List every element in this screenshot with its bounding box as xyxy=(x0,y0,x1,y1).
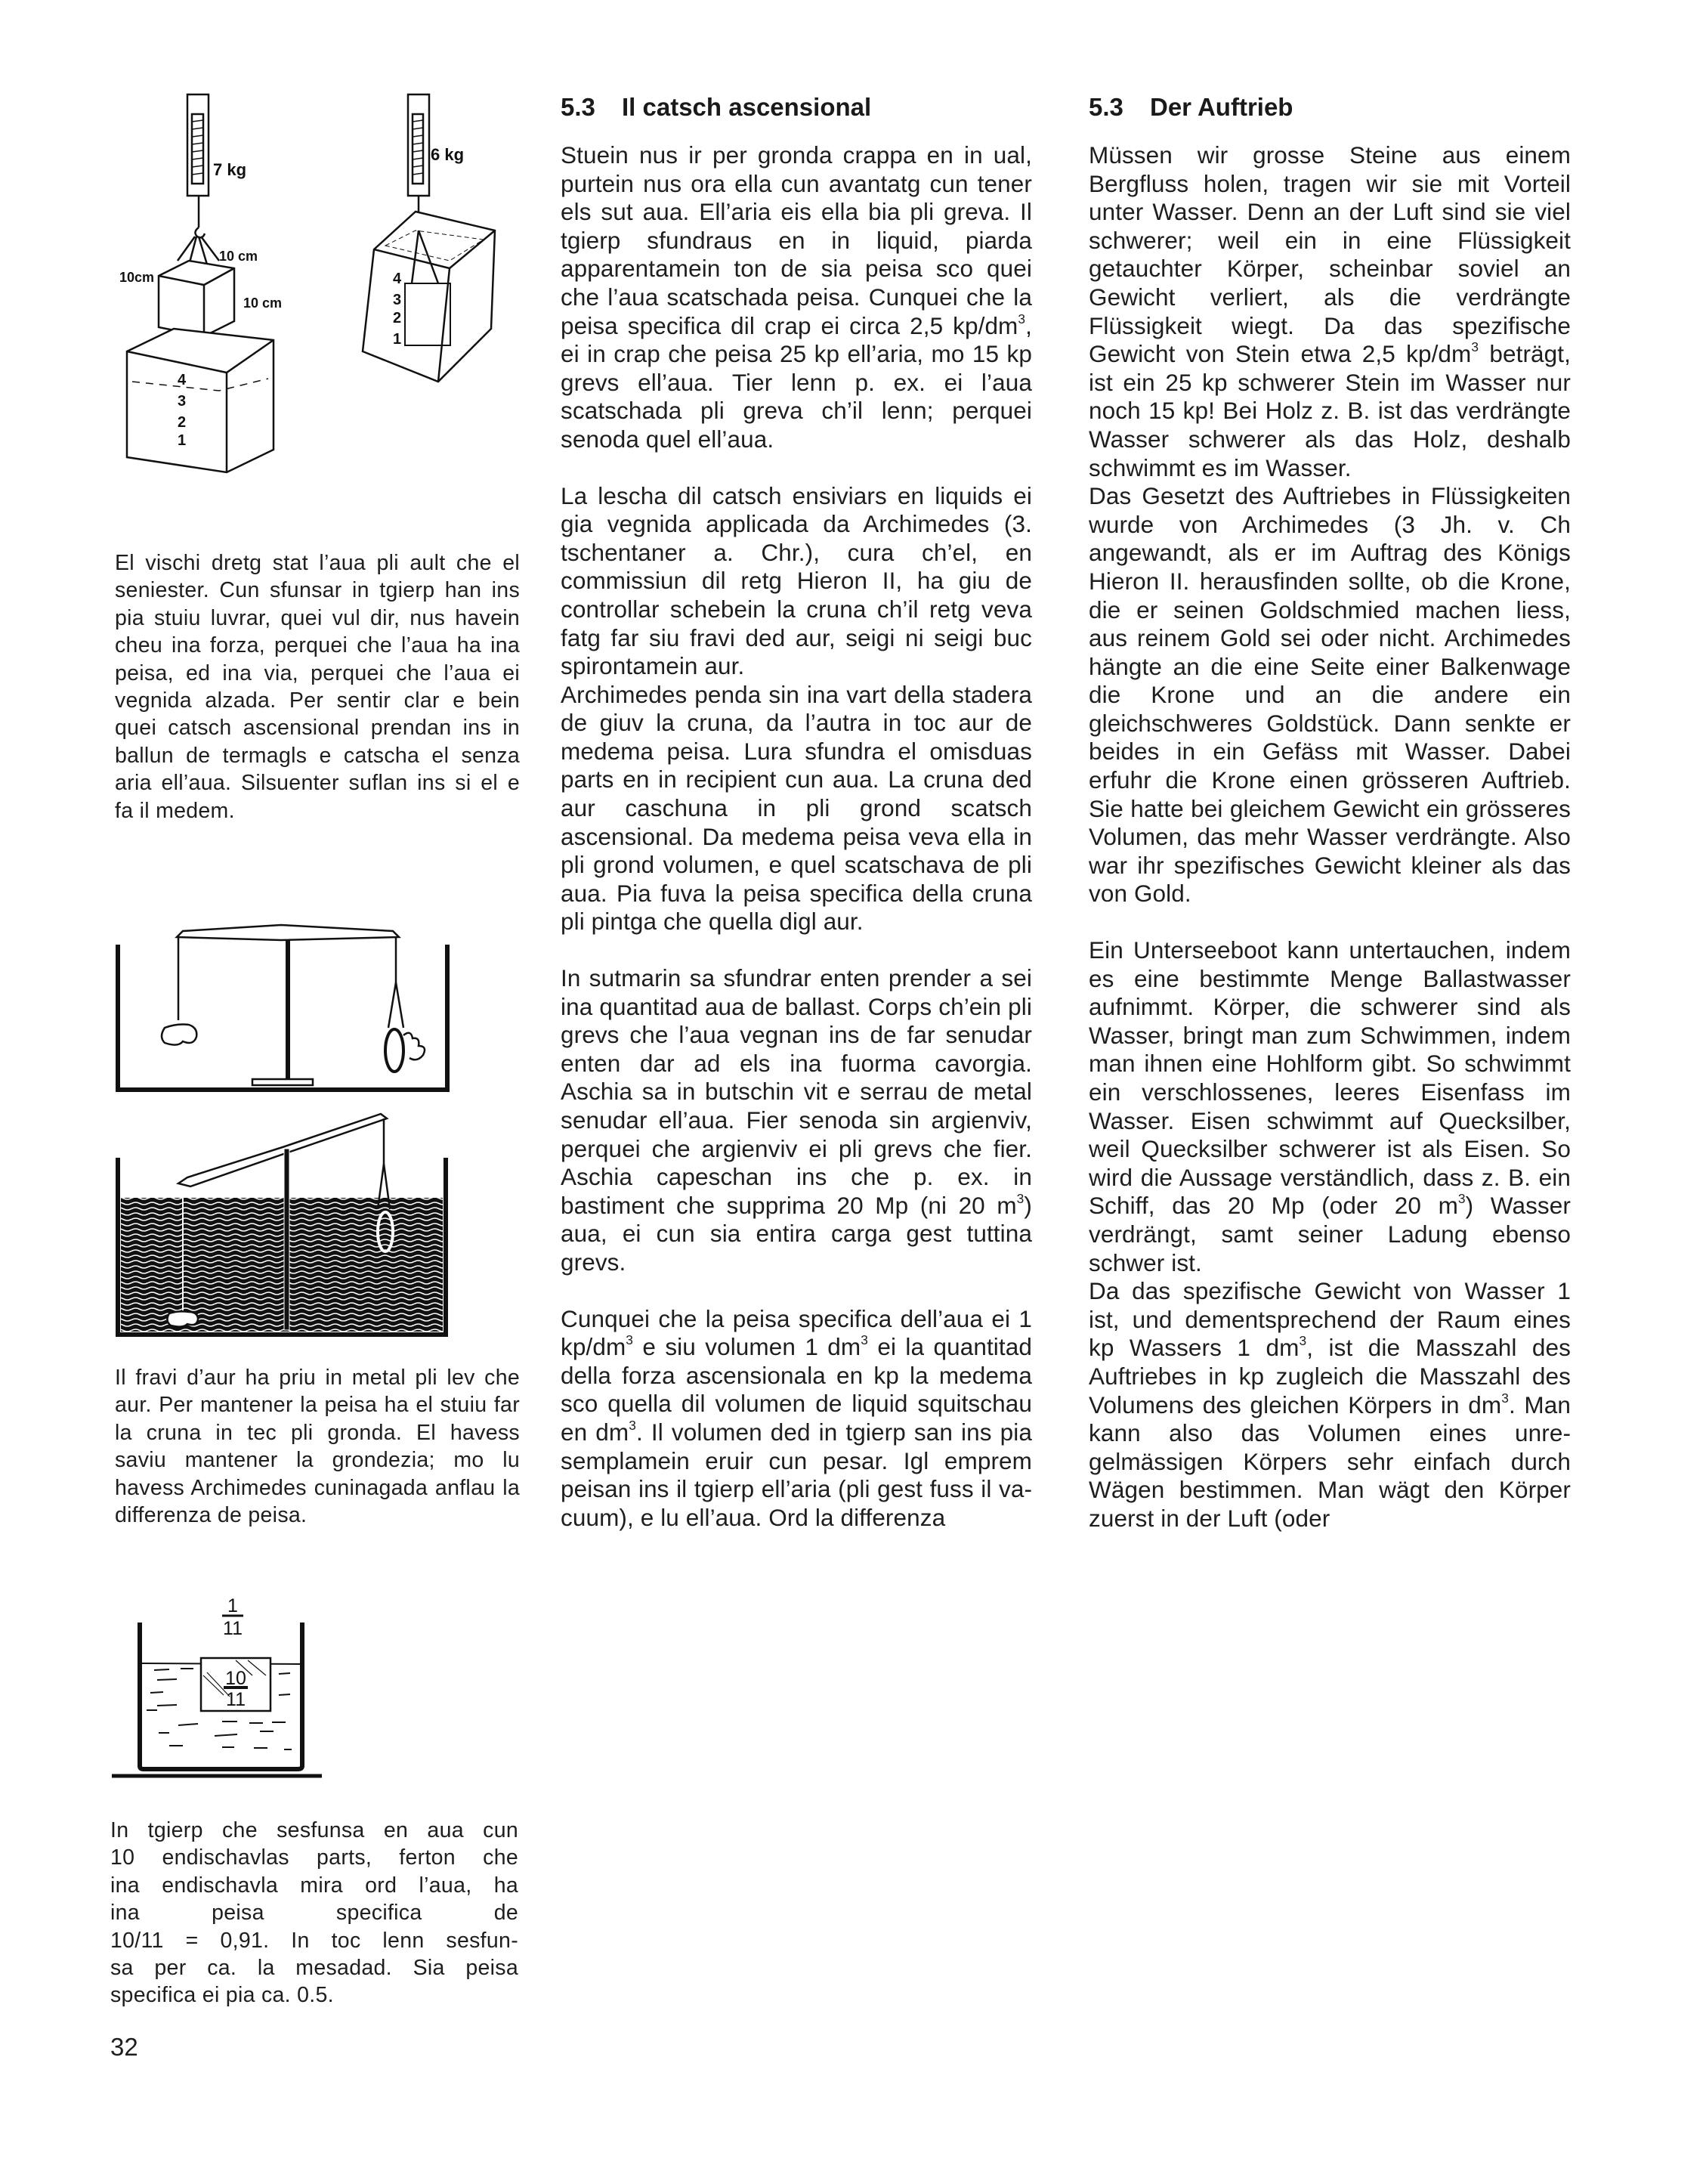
paragraph-submarine: Ein Unterseeboot kann untertauchen, indem es eine bestimmte Menge Ballastwasser aufnimmt. Körper, die schwerer sind als Wasser, bringt man zum Schwimmen, indem man ihnen eine Hohlform gibt. So schwimmt ein verschlossenes, leeres Eisenfass im Wasser. Eisen schwimmt auf Quecksilber, weil Quecksilber schwerer ist als Eisen. So wird die Aussage verständlich, dass z. B. ein Schiff, das 20 Mp (oder 20 $m^3$) Wasser verdrängt, samt seiner Ladung ebenso schwer ist. xyxy=(1089,936,1571,1276)
left-column-caption-2-block xyxy=(115,1364,520,1529)
left-column-caption-1-block xyxy=(115,549,520,824)
left-scale-reading: 7 kg xyxy=(213,160,247,179)
dimension-label-top: 10 cm xyxy=(219,249,258,264)
fraction-above-denominator: 11 xyxy=(223,1618,243,1639)
right-tank-mark-2: 2 xyxy=(393,310,402,326)
block-fraction-denominator: 11 xyxy=(226,1689,246,1710)
section-heading-romansh xyxy=(561,92,1032,122)
paragraph-crown-experiment: Archimedes penda sin ina vart della stadera de giuv la cruna, da l’autra in toc aur de medema peisa. Lura sfundra el omisduas parts en in recipient cun aua. La cruna ded aur caschuna in pli grond scatsch ascensional. Da medema peisa veva ella in pli grond volumen, e quel scatschava de pli aua. Pia fuva la peisa specifica della cruna pli pintga che quella digl aur. xyxy=(561,680,1032,936)
paragraph-intro: Müssen wir grosse Steine aus einem Bergfluss holen, tragen wir sie mit Vorteil unter Wasser. Denn an der Luft sind sie viel schwerer; weil ein in eine Flüssigkeit getauchter Körper, scheinbar soviel an Gewicht verliert, als die verdrängte Flüssigkeit wiegt. Da das spezifische Gewicht von Stein etwa 2,5 $kp/dm^3$ beträgt, ist ein 25 kp schwerer Stein im Wasser nur noch 15 kp! Bei Holz z. B. ist das verdrängte Wasser schwerer als das Holz, deshalb schwimmt es im Wasser. xyxy=(1089,141,1571,481)
section-title: Il catsch ascensional xyxy=(622,93,872,121)
figure-spring-scale-displacement xyxy=(113,79,536,533)
page-number: 32 xyxy=(110,2033,138,2061)
caption-goldsmith-crown: Il fravi d’aur ha priu in metal pli lev che aur. Per mantener la peisa ha el stuiu far la cruna in tec pli gronda. El havess saviu mantener la grondezia; mo lu havess Archimedes cuninagada anflau la differenza de peisa. xyxy=(115,1366,520,1528)
paragraph-volume-measurement: Da das spezifische Gewicht von Wasser 1 ist, und dementsprechend der Raum eines kp Wassers 1 $dm^3$, ist die Masszahl des Auftriebes in kp zugleich die Masszahl des Volumens des gleichen Körpers in $dm^3$. Man kann also das Volumen eines unregelmässigen Körpers sehr einfach durch Wägen bestimmen. Man wägt den Körper zuerst in der Luft (oder xyxy=(1089,1277,1571,1532)
caption-line: In tgierp che sesfunsa en aua cun xyxy=(110,1818,518,1842)
block-fraction-numerator: 10 xyxy=(225,1668,246,1689)
dimension-label-right: 10 cm xyxy=(243,295,283,311)
section-number: 5.3 xyxy=(1089,93,1123,121)
right-tank-mark-1: 1 xyxy=(393,331,402,348)
left-tank-mark-3: 3 xyxy=(178,393,187,410)
caption-line: 10/11 = 0,91. In toc lenn sesfun- xyxy=(110,1928,518,1953)
caption-buoyancy-explanation: El vischi dretg stat l’aua pli ault che el seniester. Cun sfunsar in tgierp han ins pia stuiu luvrar, quei vul dir, nus havein cheu ina forza, perquei che l’aua ha ina peisa, ed ina via, perquei che l’aua ei vegnida alzada. Per sentir clar e bein quei catsch ascensional prendan ins in ballun de termagls e catscha el senza aria ell’aua. Silsuenter suflan ins si el e fa il medem. xyxy=(115,551,520,823)
paragraph-archimedes-law: Das Gesetzt des Auftriebes in Flüssigkeiten wurde von Archimedes (3 Jh. v. Ch angewandt, als er im Auftrag des Königs Hieron II. herausfinden sollte, ob die Krone, die er seinen Goldschmied machen liess, aus reinem Gold sei oder nicht. Archimedes hängte an die eine Seite einer Balkenwage die Krone und an die andere ein gleichschweres Goldstück. Dann senkte er beides in ein Gefäss mit Wasser. Dabei erfuhr die Krone einen grösseren Auftrieb. Sie hatte bei gleichem Gewicht ein grösseres Volumen, das mehr Wasser verdrängte. Also war ihr spezifisches Gewicht kleiner als das von Gold. xyxy=(1089,482,1571,908)
right-column xyxy=(1089,92,1571,1533)
dimension-label-left: 10cm xyxy=(119,270,155,285)
figure-balance-in-water xyxy=(115,1111,462,1338)
paragraph-submarine: In sutmarin sa sfundrar enten prender a sei ina quantitad aua de ballast. Corps ch’ein pli grevs che l’aua vegnan ins de far senudar enten dar ad els ina fuorma cavorgia. Aschia sa in butschin vit e serrau de metal senudar ell’aua. Fier senoda sin argienviv, perquei che argienviv ei pli grevs che fier. Aschia capeschan ins che p. ex. in bastiment che supprima 20 Mp (ni 20 $m^3$) aua, ei cun sia entira carga gest tuttina grevs. xyxy=(561,964,1032,1276)
left-tank-mark-2: 2 xyxy=(178,414,187,431)
section-title: Der Auftrieb xyxy=(1150,93,1293,121)
fraction-above-numerator: 1 xyxy=(227,1595,238,1616)
caption-line: ina endischavla mira ord l’aua, ha xyxy=(110,1873,518,1898)
right-tank-mark-4: 4 xyxy=(393,271,402,287)
paragraph-intro: Stuein nus ir per gronda crappa en in ual, purtein nus ora ella cun avantatg cun tener els sut aua. Ell’aria eis ella bia pli greva. Il tgierp sfundraus en in liquid, piarda apparentamein ton de sia peisa sco quei che l’aua scatschada peisa. Cunquei che la peisa specifica dil crap ei circa 2,5 $kp/dm^3$, ei in crap che peisa 25 kp ell’aria, mo 15 kp grevs ell’aua. Tier lenn p. ex. ei l’aua scatschada pli greva ch’il lenn; perquei senoda quel ell’aua. xyxy=(561,141,1032,453)
section-heading-german xyxy=(1089,92,1571,122)
caption-line: specifica ei pia ca. 0.5. xyxy=(110,1983,334,2008)
caption-line: sa per ca. la mesadad. Sia peisa xyxy=(110,1956,518,1981)
paragraph-archimedes-law: La lescha dil catsch ensiviars en liquids ei gia vegnida applicada da Archimedes (3. tschentaner a. Chr.), cura ch’el, en commissiun dil retg Hieron II, ha giu de controllar schebein la cruna ch’il retg veva fatg far siu fravi ded aur, seigi ni seigi buc spirontamein aur. xyxy=(561,481,1032,680)
figure-balance-in-air xyxy=(115,922,462,1096)
paragraph-volume-measurement: Cunquei che la peisa specifica dell’aua ei 1 $kp/dm^3$ e siu volumen 1 $dm^3$ ei la quantitad della forza ascensionala en kp la medema sco quella dil volumen de liquid squitschau en $dm^3$. Il volumen ded in tgierp san ins pia semplamein eruir cun pesar. Igl emprem peisan ins il tgierp ell’aria (pli gest fuss il vacuum), e lu ell’aua. Ord la differenza xyxy=(561,1304,1032,1531)
figure-floating-block xyxy=(109,1591,335,1780)
right-tank-mark-3: 3 xyxy=(393,292,402,308)
right-scale-reading: 6 kg xyxy=(431,145,465,164)
left-tank-mark-1: 1 xyxy=(178,432,187,449)
middle-column xyxy=(561,92,1032,1532)
caption-line: ina peisa specifica de xyxy=(110,1901,518,1926)
caption-line: 10 endischavlas parts, ferton che xyxy=(110,1845,518,1870)
left-tank-mark-4: 4 xyxy=(178,372,187,388)
left-column-caption-3-block xyxy=(110,1817,518,2009)
section-number: 5.3 xyxy=(561,93,595,121)
